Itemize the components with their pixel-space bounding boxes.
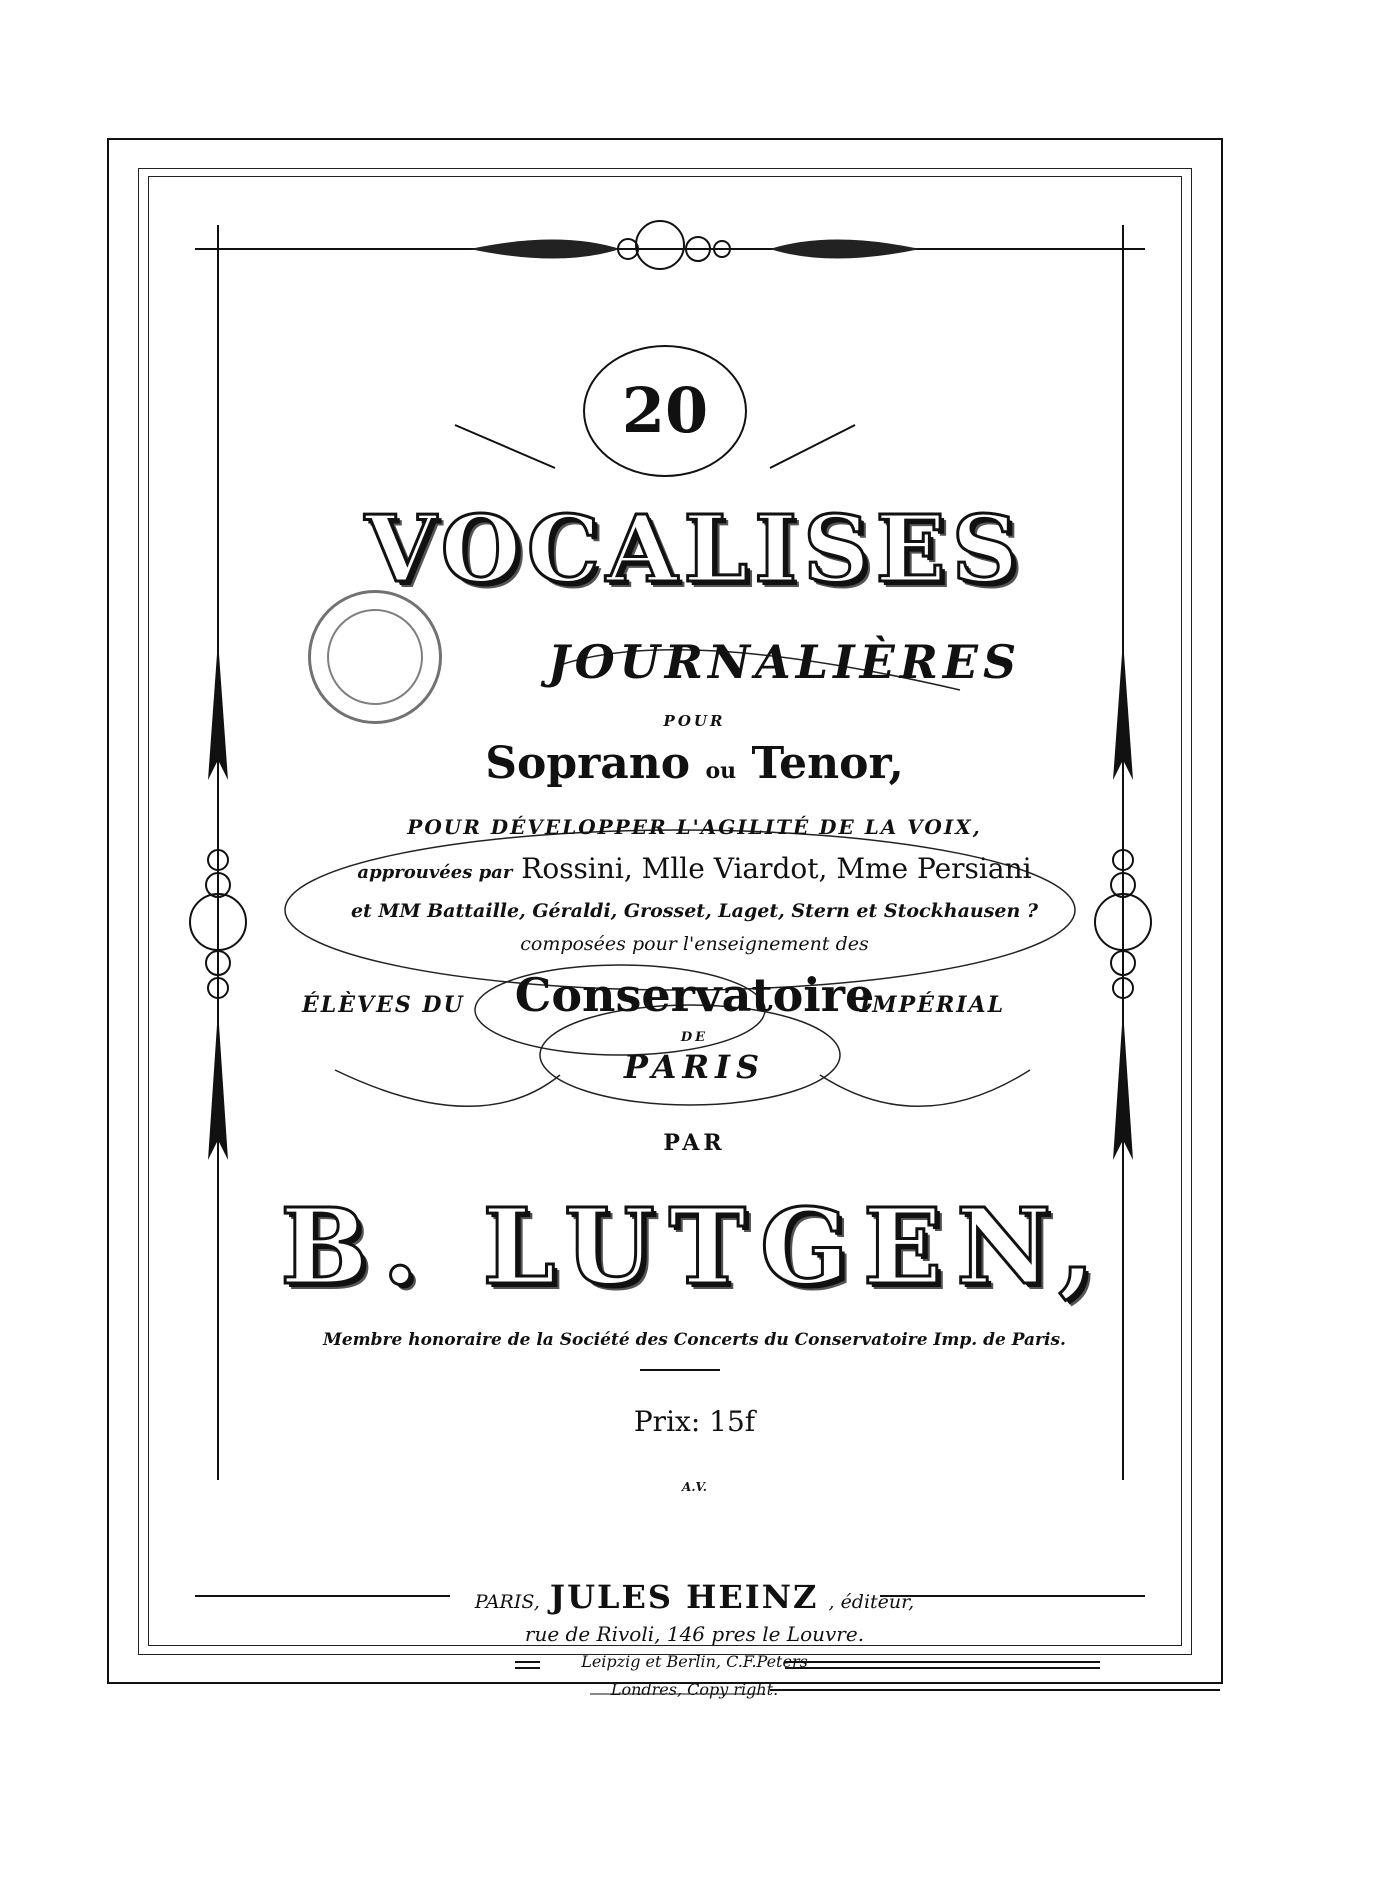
other-singers: et MM Battaille, Géraldi, Grosset, Laget, Stern et Stockhausen ? bbox=[350, 900, 1039, 922]
par-label: PAR bbox=[663, 1130, 726, 1156]
pour-label: POUR bbox=[663, 712, 726, 730]
title: VOCALISES bbox=[364, 495, 1025, 603]
composer-name: B. LUTGEN, bbox=[280, 1185, 1109, 1308]
distribution-line: Leipzig et Berlin, C.F.Peters bbox=[581, 1652, 808, 1671]
imperial-label: IMPÉRIAL bbox=[860, 992, 1006, 1018]
voice-tenor: Tenor, bbox=[751, 738, 904, 789]
price: Prix: 15f bbox=[633, 1405, 756, 1438]
voices-line bbox=[0, 738, 1389, 789]
publisher-address: rue de Rivoli, 146 pres le Louvre. bbox=[524, 1622, 865, 1646]
subtitle: JOURNALIÈRES bbox=[547, 635, 1022, 689]
volume-number: 20 bbox=[583, 345, 747, 477]
voice-soprano: Soprano bbox=[485, 738, 691, 789]
voice-connector: ou bbox=[705, 758, 737, 784]
conservatoire-label: Conservatoire bbox=[514, 968, 875, 1022]
publisher-name: JULES HEINZ bbox=[549, 1578, 819, 1616]
copyright-line: Londres, Copy right. bbox=[610, 1680, 779, 1699]
publisher-line bbox=[0, 1578, 1389, 1616]
purpose-line: POUR DÉVELOPPER L'AGILITÉ DE LA VOIX, bbox=[407, 815, 982, 839]
approved-names: Rossini, Mlle Viardot, Mme Persiani bbox=[521, 852, 1032, 885]
plate-number: A.V. bbox=[682, 1480, 707, 1494]
composed-line: composées pour l'enseignement des bbox=[520, 933, 869, 955]
paris-label: PARIS bbox=[623, 1048, 766, 1086]
de-label: DE bbox=[680, 1030, 709, 1045]
publisher-role: , éditeur, bbox=[828, 1591, 915, 1613]
publisher-city: PARIS, bbox=[474, 1591, 540, 1613]
approved-prefix: approuvées par bbox=[357, 862, 513, 883]
membership-line: Membre honoraire de la Société des Concerts du Conservatoire Imp. de Paris. bbox=[323, 1330, 1066, 1350]
approved-line bbox=[0, 852, 1389, 885]
eleves-label: ÉLÈVES DU bbox=[302, 992, 465, 1018]
